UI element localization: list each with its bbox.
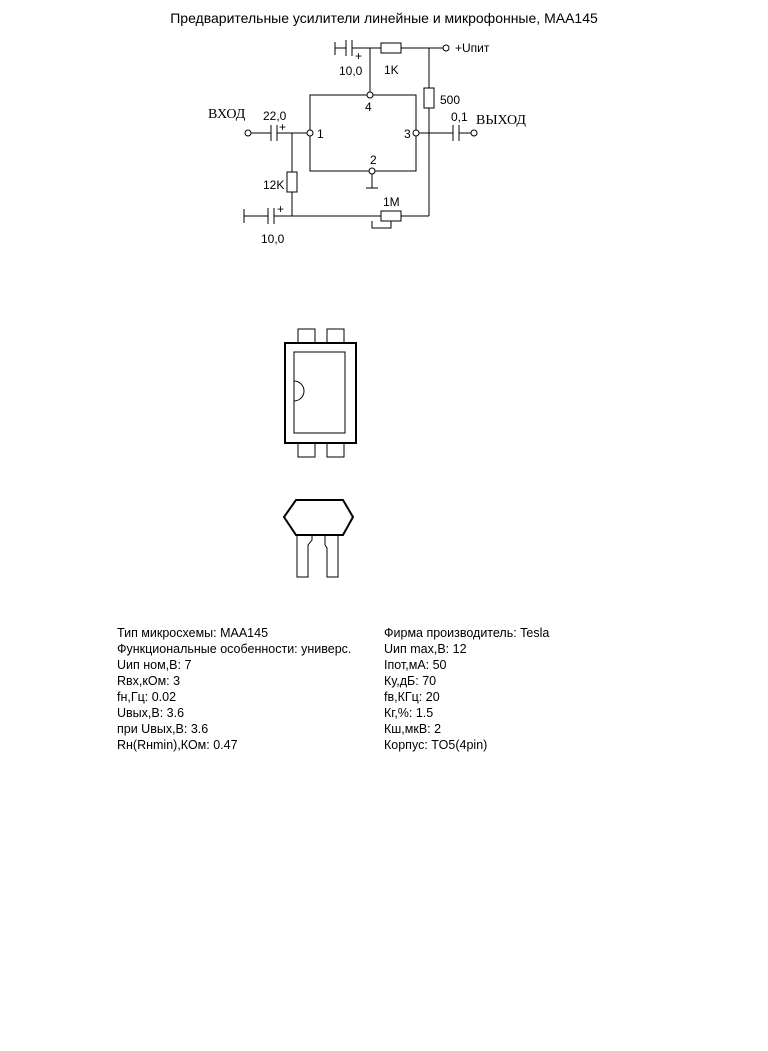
r-feedback-resistor — [381, 211, 401, 221]
c-top-value: 10,0 — [339, 64, 363, 78]
r-bias-resistor — [287, 172, 297, 192]
r-feedback-wiper — [372, 221, 391, 228]
ic-body — [310, 95, 416, 171]
spec-manufacturer: Фирма производитель: Tesla — [384, 626, 550, 640]
spec-chip-type: Тип микросхемы: MAA145 — [117, 626, 269, 640]
input-label: ВХОД — [208, 107, 246, 122]
r-bias-value: 12K — [263, 178, 285, 192]
spec-load-resistance: Rн(Rнmin),КОм: 0.47 — [117, 738, 238, 752]
package-side-right-lead — [325, 535, 338, 577]
c-top-plus: + — [355, 49, 363, 63]
r-load-resistor — [424, 88, 434, 108]
spec-features: Функциональные особенности: универс. — [117, 642, 352, 656]
spec-package: Корпус: TO5(4pin) — [384, 738, 488, 752]
spec-gain: Ку,дБ: 70 — [384, 674, 437, 688]
package-side-body — [284, 500, 353, 535]
spec-input-resistance: Rвх,кОм: 3 — [117, 674, 181, 688]
spec-supply-current: Iпот,мА: 50 — [384, 658, 447, 672]
c-out-value: 0,1 — [451, 110, 468, 124]
pin2-label: 2 — [370, 153, 377, 167]
c-in-plus: + — [279, 120, 287, 134]
pin3-label: 3 — [404, 127, 411, 141]
c-bottom-plus: + — [277, 202, 285, 216]
spec-at-output-voltage: при Uвых,В: 3.6 — [117, 722, 209, 736]
spec-supply-max: Uип max,В: 12 — [384, 642, 467, 656]
spec-noise: Кш,мкВ: 2 — [384, 722, 442, 736]
package-side-left-lead — [297, 535, 312, 577]
pin4-label: 4 — [365, 100, 372, 114]
pin4-node — [367, 92, 373, 98]
c-bottom-value: 10,0 — [261, 232, 285, 246]
specs-left-column — [117, 625, 351, 753]
spec-supply-nominal: Uип ном,В: 7 — [117, 658, 192, 672]
supply-terminal — [443, 45, 449, 51]
pin1-node — [307, 130, 313, 136]
pin2-node — [369, 168, 375, 174]
output-label: ВЫХОД — [476, 113, 526, 128]
r-top-value: 1K — [384, 63, 399, 77]
r-top-resistor — [381, 43, 401, 53]
pin3-node — [413, 130, 419, 136]
pin1-label: 1 — [317, 127, 324, 141]
supply-label: +Uпит — [455, 41, 490, 55]
c-in-value: 22,0 — [263, 109, 287, 123]
input-terminal — [245, 130, 251, 136]
spec-output-voltage: Uвых,В: 3.6 — [117, 706, 185, 720]
specs-right-column — [384, 625, 549, 753]
page-title: Предварительные усилители линейные и микрофонные, MAA145 — [170, 10, 598, 26]
r-feedback-value: 1M — [383, 195, 400, 209]
r-load-value: 500 — [440, 93, 461, 107]
output-terminal — [471, 130, 477, 136]
spec-high-frequency: fв,КГц: 20 — [384, 690, 440, 704]
spec-distortion: Кг,%: 1.5 — [384, 706, 434, 720]
spec-low-frequency: fн,Гц: 0.02 — [117, 690, 177, 704]
